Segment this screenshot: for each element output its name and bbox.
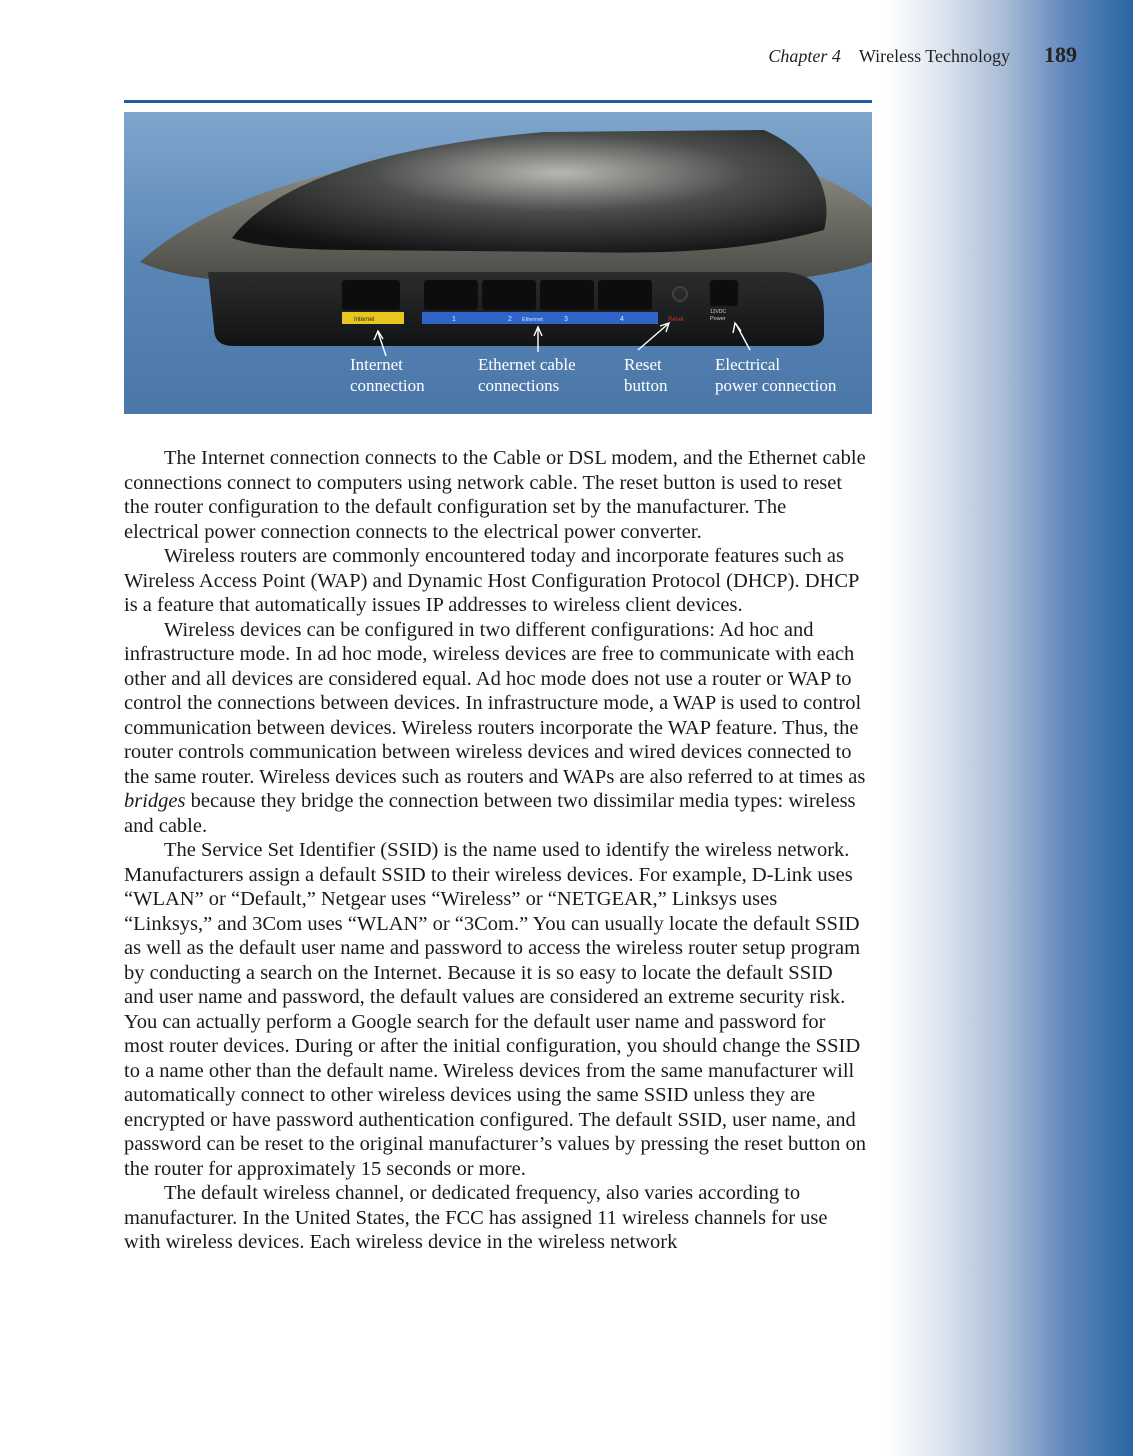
body-text <box>124 446 866 1255</box>
running-head <box>768 42 1077 70</box>
decorative-side-band <box>885 0 1133 1456</box>
ethernet-port-2 <box>482 280 536 310</box>
callout-reset-line1: Reset <box>624 355 662 374</box>
header-rule <box>124 100 872 103</box>
port-label-internet: Internet <box>354 317 375 323</box>
page-number: 189 <box>1044 42 1077 67</box>
paragraph-ssid: The Service Set Identifier (SSID) is the name used to identify the wireless network. Manufacturers assign a default SSID to their wireless devices. For example, D-Link uses “WLAN” or “Default,” Netgear uses “Wireless” or “NETGEAR,” Linksys uses “Linksys,” and 3Com uses “WLAN” or “3Com.” You can usually locate the default SSID as well as the default user name and password to access the wireless router setup program by conducting a search on the Internet. Because it is so easy to locate the default SSID and user name and password, the default values are considered an extreme security risk. You can actually perform a Google search for the default user name and password for most router devices. During or after the initial configuration, you should change the SSID to a name other than the default name. Wireless devices from the same manufacturer will automatically connect to other wireless devices using the same SSID unless they are encrypted or have password authentication configured. The default SSID, user name, and password can be reset to the original manufacturer’s values by pressing the reset button on the router for approximately 15 seconds or more. <box>124 839 866 1180</box>
callout-power <box>715 354 836 396</box>
ethernet-port-4 <box>598 280 652 310</box>
callout-reset-line2: button <box>624 376 668 395</box>
modes-text-before: Wireless devices can be configured in two different configurations: Ad hoc and infrastructure mode. In ad hoc mode, wireless devices are free to communicate with each other and all devices are considered equal. Ad hoc mode does not use a router or WAP to control the connections between devices. In infrastructure mode, a WAP is used to control communication between devices. Wireless routers incorporate the WAP feature. Thus, the router controls communication between wireless devices and wired devices connected to the same router. Wireless devices such as routers and WAPs are also referred to at times as <box>124 618 866 788</box>
router-photo-figure <box>124 112 872 414</box>
port-label-4: 4 <box>620 316 624 323</box>
ethernet-port-1 <box>424 280 478 310</box>
power-port <box>710 280 738 306</box>
port-label-3: 3 <box>564 316 568 323</box>
reset-button <box>673 287 687 301</box>
callout-ethernet-line2: connections <box>478 376 560 395</box>
callout-reset <box>624 354 667 396</box>
chapter-title: Wireless Technology <box>858 46 1010 66</box>
callout-internet-line1: Internet <box>350 355 403 374</box>
port-label-2: 2 <box>508 316 512 323</box>
modes-text-after: because they bridge the connection between two dissimilar media types: wireless and cable. <box>124 790 856 837</box>
port-label-reset: Reset <box>668 317 684 323</box>
term-bridges: bridges <box>124 790 186 812</box>
port-label-ethernet: Ethernet <box>522 317 543 323</box>
callout-ethernet-line1: Ethernet cable <box>478 355 576 374</box>
callout-ethernet <box>478 354 576 396</box>
callout-internet <box>350 354 425 396</box>
chapter-label: Chapter 4 <box>768 46 841 66</box>
port-label-power: Power <box>710 316 726 322</box>
callout-power-line2: power connection <box>715 376 837 395</box>
port-label-1: 1 <box>452 316 456 323</box>
internet-port <box>342 280 400 310</box>
paragraph-wireless-modes <box>124 618 866 839</box>
ethernet-port-3 <box>540 280 594 310</box>
callout-internet-line2: connection <box>350 376 425 395</box>
paragraph-wireless-routers: Wireless routers are commonly encountered today and incorporate features such as Wireless Access Point (WAP) and Dynamic Host Configuration Protocol (DHCP). DHCP is a feature that automatically issues IP addresses to wireless client devices. <box>124 545 859 616</box>
callout-power-line1: Electrical <box>715 355 781 374</box>
port-label-12vdc: 12VDC <box>710 309 727 315</box>
paragraph-internet-connection: The Internet connection connects to the Cable or DSL modem, and the Ethernet cable connections connect to computers using network cable. The reset button is used to reset the router configuration to the default configuration set by the manufacturer. The electrical power connection connects to the electrical power converter. <box>124 447 866 543</box>
paragraph-wireless-channel: The default wireless channel, or dedicated frequency, also varies according to manufacturer. In the United States, the FCC has assigned 11 wireless channels for use with wireless devices. Each wireless device in the wireless network <box>124 1182 828 1253</box>
